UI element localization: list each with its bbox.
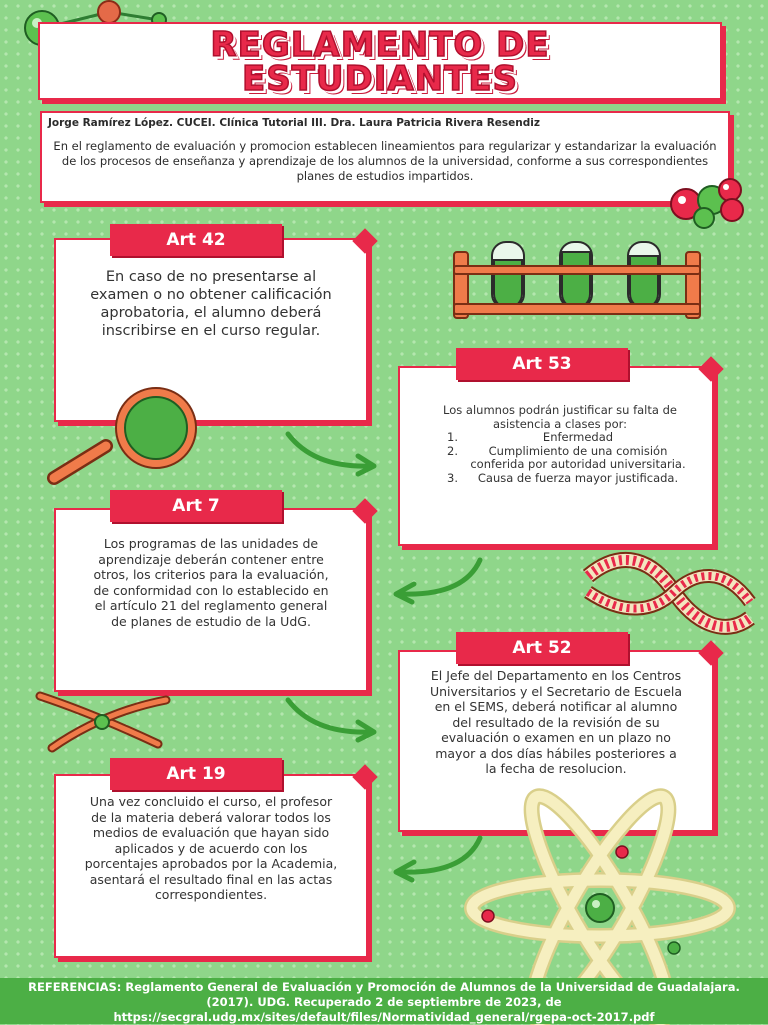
art7-card — [54, 508, 368, 692]
title-line-2: ESTUDIANTES — [241, 59, 519, 99]
list-item: 3. Causa de fuerza mayor justificada. — [447, 470, 679, 485]
list-item: 1. Enfermedad — [447, 430, 614, 444]
references-footer — [0, 978, 768, 1024]
references-text: REFERENCIAS: Reglamento General de Evaluación y Promoción de Alumnos de la Universidad de Guadalajara. (2017). UDG. Recuperado 2 de septiembre de 2023, de https://secgral.udg.mx/sites/default/files/Normatividad_general/rgepa-oct-2017.pdf — [28, 980, 740, 1024]
art53-intro: Los alumnos podrán justificar su falta de asistencia a clases por: — [443, 403, 677, 431]
art7-text: Los programas de las unidades de aprendizaje deberán contener entre otros, los criterios para la evaluación, de conformidad con lo establecido en el artículo 21 del reglamento general de planes de estudio de la UdG. — [93, 536, 329, 629]
art7-label: Art 7 — [110, 490, 282, 522]
art53-card — [398, 366, 714, 546]
art42-label: Art 42 — [110, 224, 282, 256]
atom-icon — [468, 838, 738, 968]
art53-label: Art 53 — [456, 348, 628, 380]
magnifier-icon — [44, 398, 208, 486]
art52-text: El Jefe del Departamento en los Centros Universitarios y el Secretario de Escuela en el SEMS, deberá notificar al alumno del resultado de la revisión de su evaluación o examen en un plazo no mayor a dos días hábiles posteriores a la fecha de resolucion. — [429, 668, 683, 776]
test-tubes-icon — [452, 240, 704, 320]
page-title — [40, 25, 720, 99]
title-line-1: REGLAMENTO DE — [210, 25, 550, 65]
authors-line: Jorge Ramírez López. CUCEI. Clínica Tutorial III. Dra. Laura Patricia Rivera Resendiz — [48, 117, 540, 129]
title-banner — [38, 22, 722, 100]
dna-icon — [584, 552, 754, 642]
arrow-icon — [284, 428, 384, 478]
intro-text: En el reglamento de evaluación y promocion establecen lineamientos para regularizar y estandarizar la evaluación de los procesos de enseñanza y aprendizaje de los alumnos de la universidad, conforme a sus correspondientes planes de estudios impartidos. — [53, 139, 717, 183]
art42-card — [54, 238, 368, 422]
scissors-icon — [34, 692, 174, 752]
art19-label: Art 19 — [110, 758, 282, 790]
arrow-icon — [284, 694, 384, 744]
art53-list — [414, 431, 690, 485]
art52-label: Art 52 — [456, 632, 628, 664]
art19-text: Una vez concluido el curso, el profesor de la materia deberá valorar todos los medios de evaluación que hayan sido aplicados y de acuerdo con los porcentajes aprobados por la Academia, asentará el resultado final en las actas correspondientes. — [84, 794, 338, 902]
arrow-icon — [384, 556, 484, 606]
intro-card — [40, 111, 730, 203]
art42-text: En caso de no presentarse al examen o no obtener calificación aprobatoria, el alumno deberá inscribirse en el curso regular. — [90, 269, 332, 339]
art19-card — [54, 774, 368, 958]
molecule-cluster-icon — [664, 178, 754, 228]
list-item: 2. Cumplimiento de una comisión conferida por autoridad universitaria. — [447, 443, 686, 471]
